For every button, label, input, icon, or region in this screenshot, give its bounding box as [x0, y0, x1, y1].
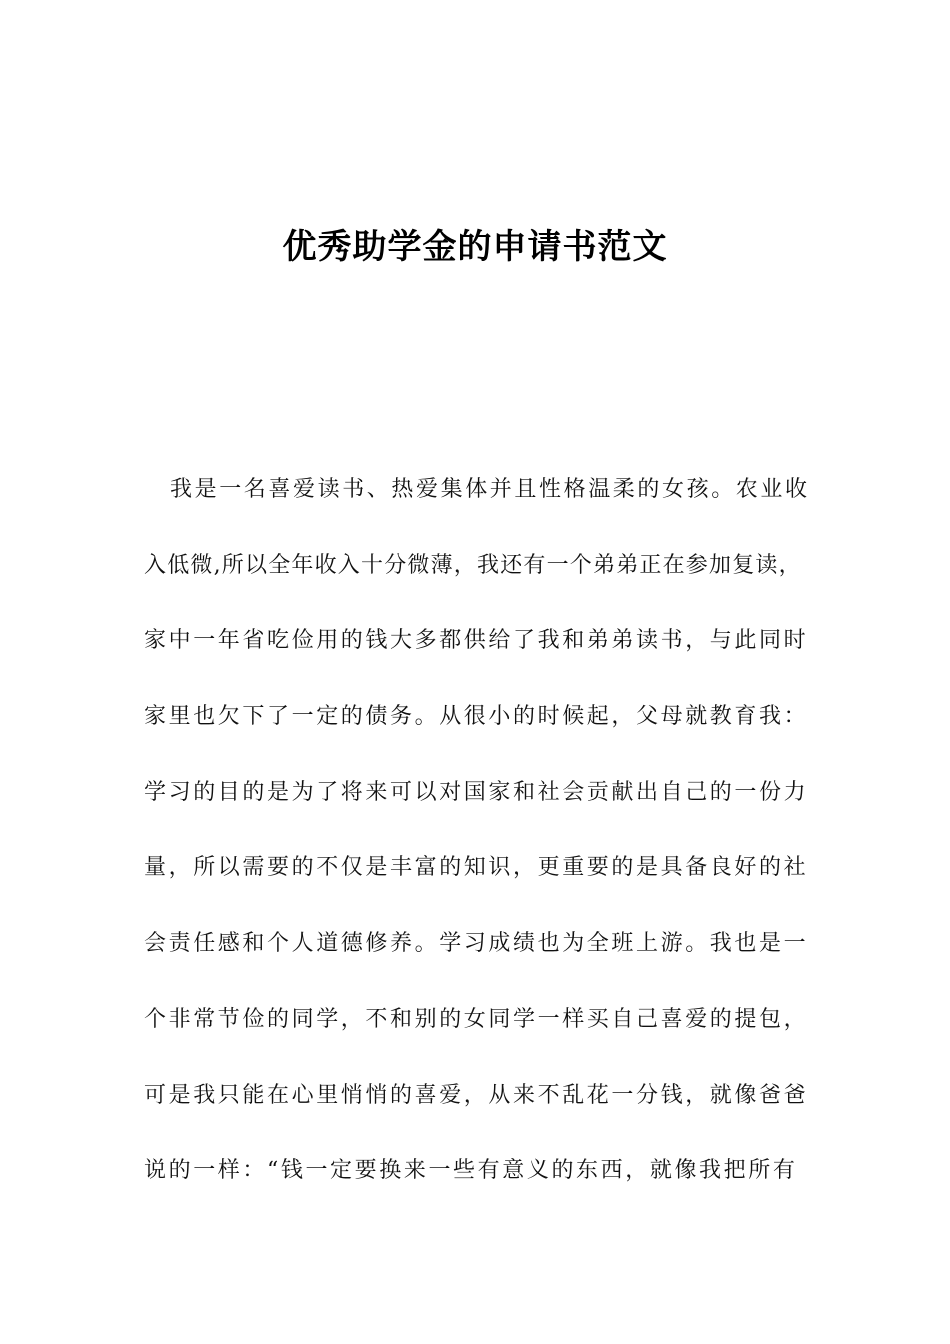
paragraph-line: 个非常节俭的同学，不和别的女同学一样买自己喜爱的提包， [144, 1006, 809, 1032]
paragraph-line: 入低微,所以全年收入十分微薄，我还有一个弟弟正在参加复读， [144, 552, 802, 578]
paragraph-line: 我是一名喜爱读书、热爱集体并且性格温柔的女孩。农业收 [170, 477, 810, 502]
paragraph-line: 家中一年省吃俭用的钱大多都供给了我和弟弟读书，与此同时 [144, 628, 809, 654]
document-title: 优秀助学金的申请书范文 [282, 227, 668, 267]
paragraph-line: 量，所以需要的不仅是丰富的知识，更重要的是具备良好的社 [144, 855, 809, 881]
paragraph-line: 说的一样：“钱一定要换来一些有意义的东西，就像我把所有 [144, 1158, 798, 1184]
paragraph-line: 可是我只能在心里悄悄的喜爱，从来不乱花一分钱，就像爸爸 [144, 1082, 809, 1108]
paragraph-line: 会责任感和个人道德修养。学习成绩也为全班上游。我也是一 [144, 931, 809, 957]
document-body [144, 452, 814, 1209]
paragraph-line: 学习的目的是为了将来可以对国家和社会贡献出自己的一份力 [144, 779, 809, 805]
paragraph-line: 家里也欠下了一定的债务。从很小的时候起，父母就教育我： [144, 704, 809, 730]
